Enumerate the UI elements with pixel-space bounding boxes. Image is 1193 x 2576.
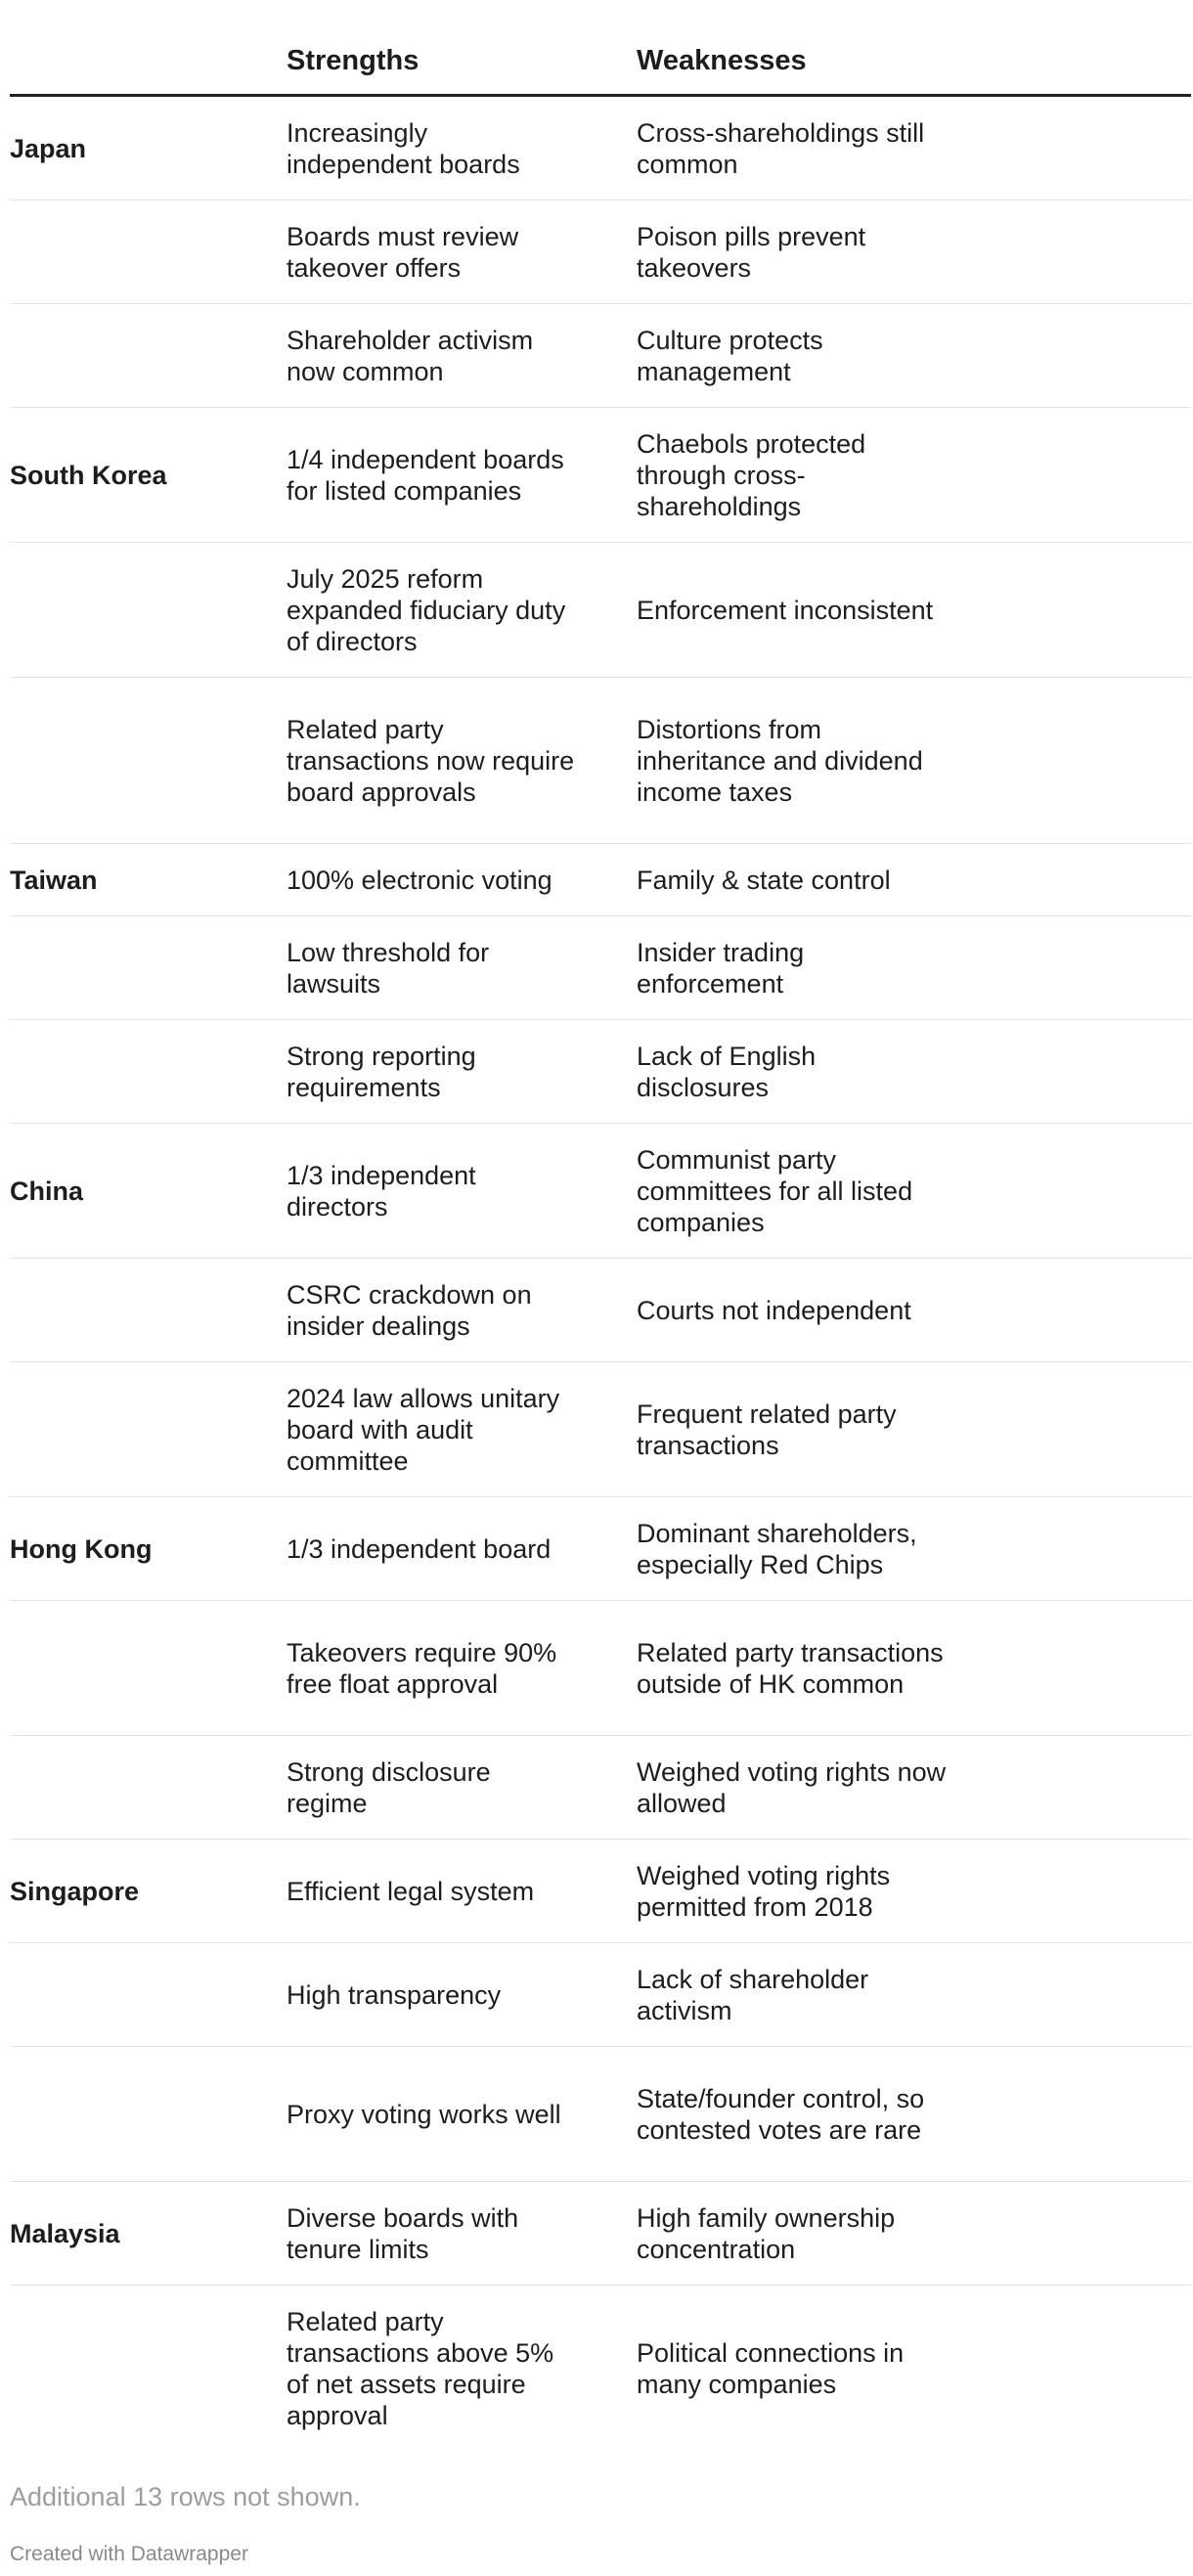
strength-text: High transparency — [287, 1979, 502, 2010]
country-cell: Taiwan — [10, 865, 98, 895]
weakness-text: Culture protects management — [637, 325, 823, 386]
table-row — [10, 304, 1191, 408]
country-cell: China — [10, 1176, 84, 1206]
country-cell — [10, 2103, 287, 2126]
strength-cell — [287, 209, 637, 295]
table-row — [10, 844, 1191, 916]
table-row — [10, 1020, 1191, 1124]
weakness-text: High family ownership concentration — [637, 2202, 896, 2264]
strength-text: 1/4 independent boards for listed companies — [287, 444, 564, 506]
weakness-text: Communist party committees for all listed companies — [637, 1144, 913, 1237]
strength-text: 1/3 independent board — [287, 1533, 552, 1564]
strength-text: Takeovers require 90% free float approval — [287, 1637, 557, 1699]
weakness-text: Frequent related party transactions — [637, 1399, 897, 1460]
strength-cell — [287, 1148, 637, 1234]
strength-cell — [287, 925, 637, 1011]
strength-cell — [287, 1522, 637, 1577]
weakness-cell — [637, 702, 1191, 820]
country-cell — [10, 1418, 287, 1442]
table-row — [10, 916, 1191, 1020]
weakness-cell — [637, 2326, 1191, 2412]
strength-cell — [287, 1029, 637, 1115]
country-cell — [10, 344, 287, 368]
strength-cell — [287, 432, 637, 518]
weakness-cell — [637, 1625, 1191, 1711]
header-strengths: Strengths — [287, 45, 420, 76]
country-cell: Singapore — [10, 1876, 140, 1906]
strength-text: Strong disclosure regime — [287, 1756, 491, 1818]
weakness-cell — [637, 2191, 1191, 2277]
strength-text: Proxy voting works well — [287, 2099, 561, 2129]
strength-cell — [287, 1267, 637, 1354]
weakness-text: State/founder control, so contested votes are rare — [637, 2083, 925, 2145]
strength-cell — [287, 1864, 637, 1919]
weakness-cell — [637, 853, 1191, 908]
strength-text: Related party transactions above 5% of net assets require approval — [287, 2307, 554, 2430]
weakness-text: Lack of English disclosures — [637, 1041, 817, 1102]
weakness-cell — [637, 313, 1191, 399]
weakness-text: Cross-shareholdings still common — [637, 117, 925, 179]
weakness-cell — [637, 583, 1191, 638]
strength-text: CSRC crackdown on insider dealings — [287, 1279, 532, 1341]
table-header — [10, 31, 1191, 97]
strength-cell — [287, 2087, 637, 2142]
weakness-cell — [637, 925, 1191, 1011]
strength-text: Efficient legal system — [287, 1876, 535, 1906]
country-cell: Hong Kong — [10, 1533, 153, 1564]
country-cell — [10, 2357, 287, 2380]
country-cell — [10, 1299, 287, 1322]
table-row — [10, 1840, 1191, 1943]
table-row — [10, 678, 1191, 844]
strength-cell — [287, 313, 637, 399]
strength-cell — [287, 106, 637, 192]
strength-text: 100% electronic voting — [287, 865, 552, 895]
strength-cell — [287, 2191, 637, 2277]
strength-text: Related party transactions now require board approvals — [287, 714, 575, 807]
weakness-cell — [637, 1283, 1191, 1338]
country-cell: South Korea — [10, 460, 167, 490]
header-weaknesses: Weaknesses — [637, 45, 807, 76]
weakness-text: Dominant shareholders, especially Red Chips — [637, 1518, 917, 1579]
weakness-text: Family & state control — [637, 865, 891, 895]
strength-text: Strong reporting requirements — [287, 1041, 476, 1102]
strength-text: Shareholder activism now common — [287, 325, 534, 386]
weakness-text: Weighed voting rights now allowed — [637, 1756, 947, 1818]
table-row — [10, 1124, 1191, 1259]
table-row — [10, 408, 1191, 543]
strength-cell — [287, 1371, 637, 1488]
strength-text: Low threshold for lawsuits — [287, 937, 490, 999]
strength-text: Increasingly independent boards — [287, 117, 520, 179]
strength-cell — [287, 702, 637, 820]
strength-cell — [287, 1968, 637, 2022]
table-row — [10, 1497, 1191, 1601]
weakness-text: Chaebols protected through cross-shareholdings — [637, 428, 866, 521]
weakness-text: Courts not independent — [637, 1295, 911, 1325]
strength-text: Diverse boards with tenure limits — [287, 2202, 519, 2264]
weakness-cell — [637, 1506, 1191, 1592]
header-country — [10, 31, 287, 94]
country-cell — [10, 241, 287, 264]
weakness-text: Weighed voting rights permitted from 2018 — [637, 1860, 891, 1922]
table-row — [10, 1259, 1191, 1362]
country-cell — [10, 749, 287, 773]
country-cell — [10, 599, 287, 622]
strength-text: Boards must review takeover offers — [287, 221, 519, 283]
rows-not-shown-note: Additional 13 rows not shown. — [10, 2482, 361, 2511]
country-cell — [10, 1983, 287, 2007]
table-row — [10, 2047, 1191, 2182]
table-row — [10, 200, 1191, 304]
weakness-text: Insider trading enforcement — [637, 937, 805, 999]
strength-cell — [287, 1745, 637, 1831]
weakness-cell — [637, 1745, 1191, 1831]
weakness-cell — [637, 1848, 1191, 1934]
table-row — [10, 1736, 1191, 1840]
weakness-cell — [637, 2071, 1191, 2157]
country-cell — [10, 1060, 287, 1084]
strength-text: 2024 law allows unitary board with audit committee — [287, 1383, 560, 1476]
strength-text: July 2025 reform expanded fiduciary duty of directors — [287, 563, 566, 656]
weakness-cell — [637, 209, 1191, 295]
table-body — [10, 97, 1191, 2452]
weakness-text: Related party transactions outside of HK common — [637, 1637, 944, 1699]
table-row — [10, 2182, 1191, 2286]
table-row — [10, 1362, 1191, 1497]
governance-table — [10, 31, 1191, 2452]
strength-text: 1/3 independent directors — [287, 1160, 476, 1221]
weakness-text: Enforcement inconsistent — [637, 595, 934, 625]
weakness-text: Distortions from inheritance and dividend income taxes — [637, 714, 923, 807]
table-row — [10, 543, 1191, 678]
country-cell — [10, 1657, 287, 1680]
country-cell: Japan — [10, 133, 87, 163]
table-row — [10, 97, 1191, 200]
weakness-text: Poison pills prevent takeovers — [637, 221, 866, 283]
country-cell — [10, 956, 287, 980]
weakness-cell — [637, 106, 1191, 192]
strength-cell — [287, 1625, 637, 1711]
weakness-cell — [637, 417, 1191, 534]
datawrapper-credit: Created with Datawrapper — [10, 2543, 248, 2565]
strength-cell — [287, 552, 637, 669]
strength-cell — [287, 853, 637, 908]
weakness-cell — [637, 1387, 1191, 1473]
weakness-cell — [637, 1952, 1191, 2038]
table-row — [10, 1943, 1191, 2047]
strength-cell — [287, 2294, 637, 2443]
weakness-cell — [637, 1133, 1191, 1250]
country-cell: Malaysia — [10, 2218, 120, 2248]
table-row — [10, 2286, 1191, 2452]
weakness-cell — [637, 1029, 1191, 1115]
table-row — [10, 1601, 1191, 1736]
weakness-text: Political connections in many companies — [637, 2338, 905, 2399]
weakness-text: Lack of shareholder activism — [637, 1964, 869, 2025]
country-cell — [10, 1776, 287, 1799]
